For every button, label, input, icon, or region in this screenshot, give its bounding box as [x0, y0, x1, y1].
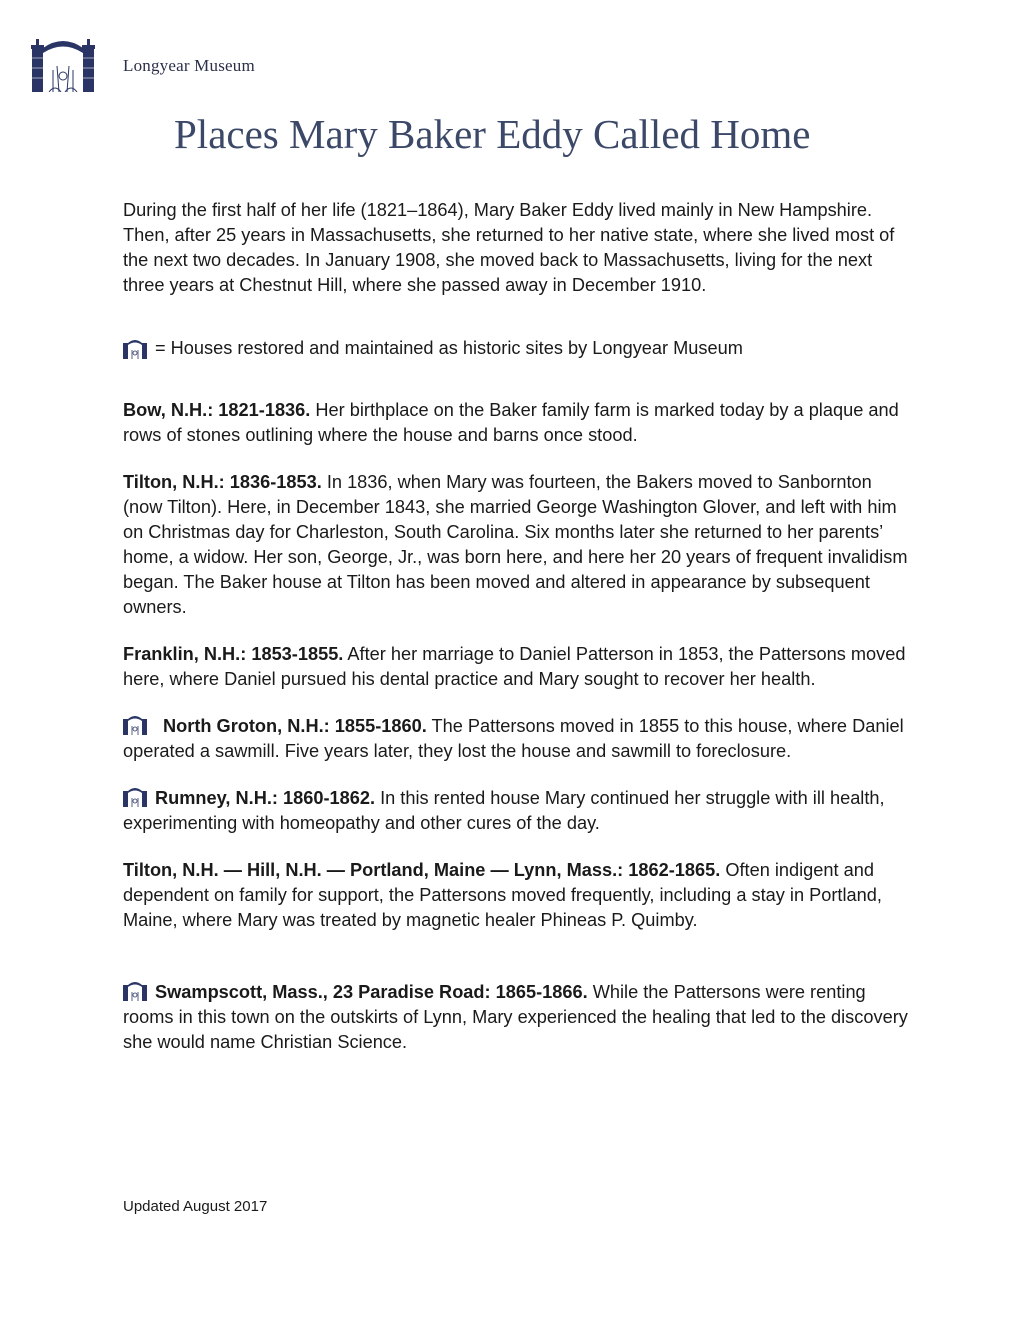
entry-tilton	[123, 470, 908, 620]
entry-north-groton	[123, 714, 908, 764]
intro-paragraph: During the first half of her life (1821–1864), Mary Baker Eddy lived mainly in New Hampshire. Then, after 25 years in Massachusetts, she returned to her native state, where she lived most of the next two decades. In January 1908, she moved back to Massachusetts, living for the next three years at Chestnut Hill, where she passed away in December 1910.	[123, 200, 895, 295]
entry-text: While the Pattersons were renting rooms in this town on the outskirts of Lynn, Mary experienced the healing that led to the discovery she would name Christian Science.	[123, 982, 908, 1052]
entry-text: The Pattersons moved in 1855 to this house, where Daniel operated a sawmill. Five years later, they lost the house and sawmill to foreclosure.	[123, 716, 904, 761]
entry-place: Bow, N.H.: 1821-1836.	[123, 400, 311, 420]
document-body	[123, 198, 908, 1077]
entry-place: Rumney, N.H.: 1860-1862.	[155, 788, 376, 808]
entry-text: Often indigent and dependent on family for support, the Pattersons moved frequently, including a stay in Portland, Maine, where Mary was treated by magnetic healer Phineas P. Quimby.	[123, 860, 882, 930]
entry-text: Her birthplace on the Baker family farm is marked today by a plaque and rows of stones outlining where the house and barns once stood.	[123, 400, 899, 445]
updated-date: Updated August 2017	[123, 1198, 268, 1215]
entry-tilton-hill-portland-lynn	[123, 858, 908, 933]
page-title: Places Mary Baker Eddy Called Home	[174, 111, 811, 157]
gate-icon	[123, 339, 147, 359]
entry-place: Franklin, N.H.: 1853-1855.	[123, 644, 344, 664]
gate-logo-icon	[31, 36, 95, 92]
org-name: Longyear Museum	[123, 56, 255, 75]
entry-text: In this rented house Mary continued her struggle with ill health, experimenting with homeopathy and other cures of the day.	[123, 788, 885, 833]
legend	[123, 336, 908, 361]
entry-place: North Groton, N.H.: 1855-1860.	[163, 716, 427, 736]
gate-icon	[123, 787, 147, 807]
legend-text: = Houses restored and maintained as historic sites by Longyear Museum	[155, 338, 743, 358]
entry-text: After her marriage to Daniel Patterson in 1853, the Pattersons moved here, where Daniel pursued his dental practice and Mary sought to recover her health.	[123, 644, 906, 689]
entry-place: Tilton, N.H.: 1836-1853.	[123, 472, 322, 492]
entry-text: In 1836, when Mary was fourteen, the Bakers moved to Sanbornton (now Tilton). Here, in December 1843, she married George Washington Glover, and left with him on Christmas day for Charleston, South Carolina. Six months later she returned to her parents’ home, a widow. Her son, George, Jr., was born here, and here her 20 years of frequent invalidism began. The Baker house at Tilton has been moved and altered in appearance by subsequent owners.	[123, 472, 908, 617]
entry-place: Tilton, N.H. — Hill, N.H. — Portland, Maine — Lynn, Mass.: 1862-1865.	[123, 860, 721, 880]
entry-place: Swampscott, Mass., 23 Paradise Road: 1865-1866.	[155, 982, 588, 1002]
entry-swampscott	[123, 980, 908, 1055]
gate-icon	[123, 715, 147, 735]
entry-franklin	[123, 642, 908, 692]
longyear-gate-logo	[31, 36, 95, 92]
entry-bow	[123, 398, 908, 448]
entry-rumney	[123, 786, 908, 836]
gate-icon	[123, 981, 147, 1001]
